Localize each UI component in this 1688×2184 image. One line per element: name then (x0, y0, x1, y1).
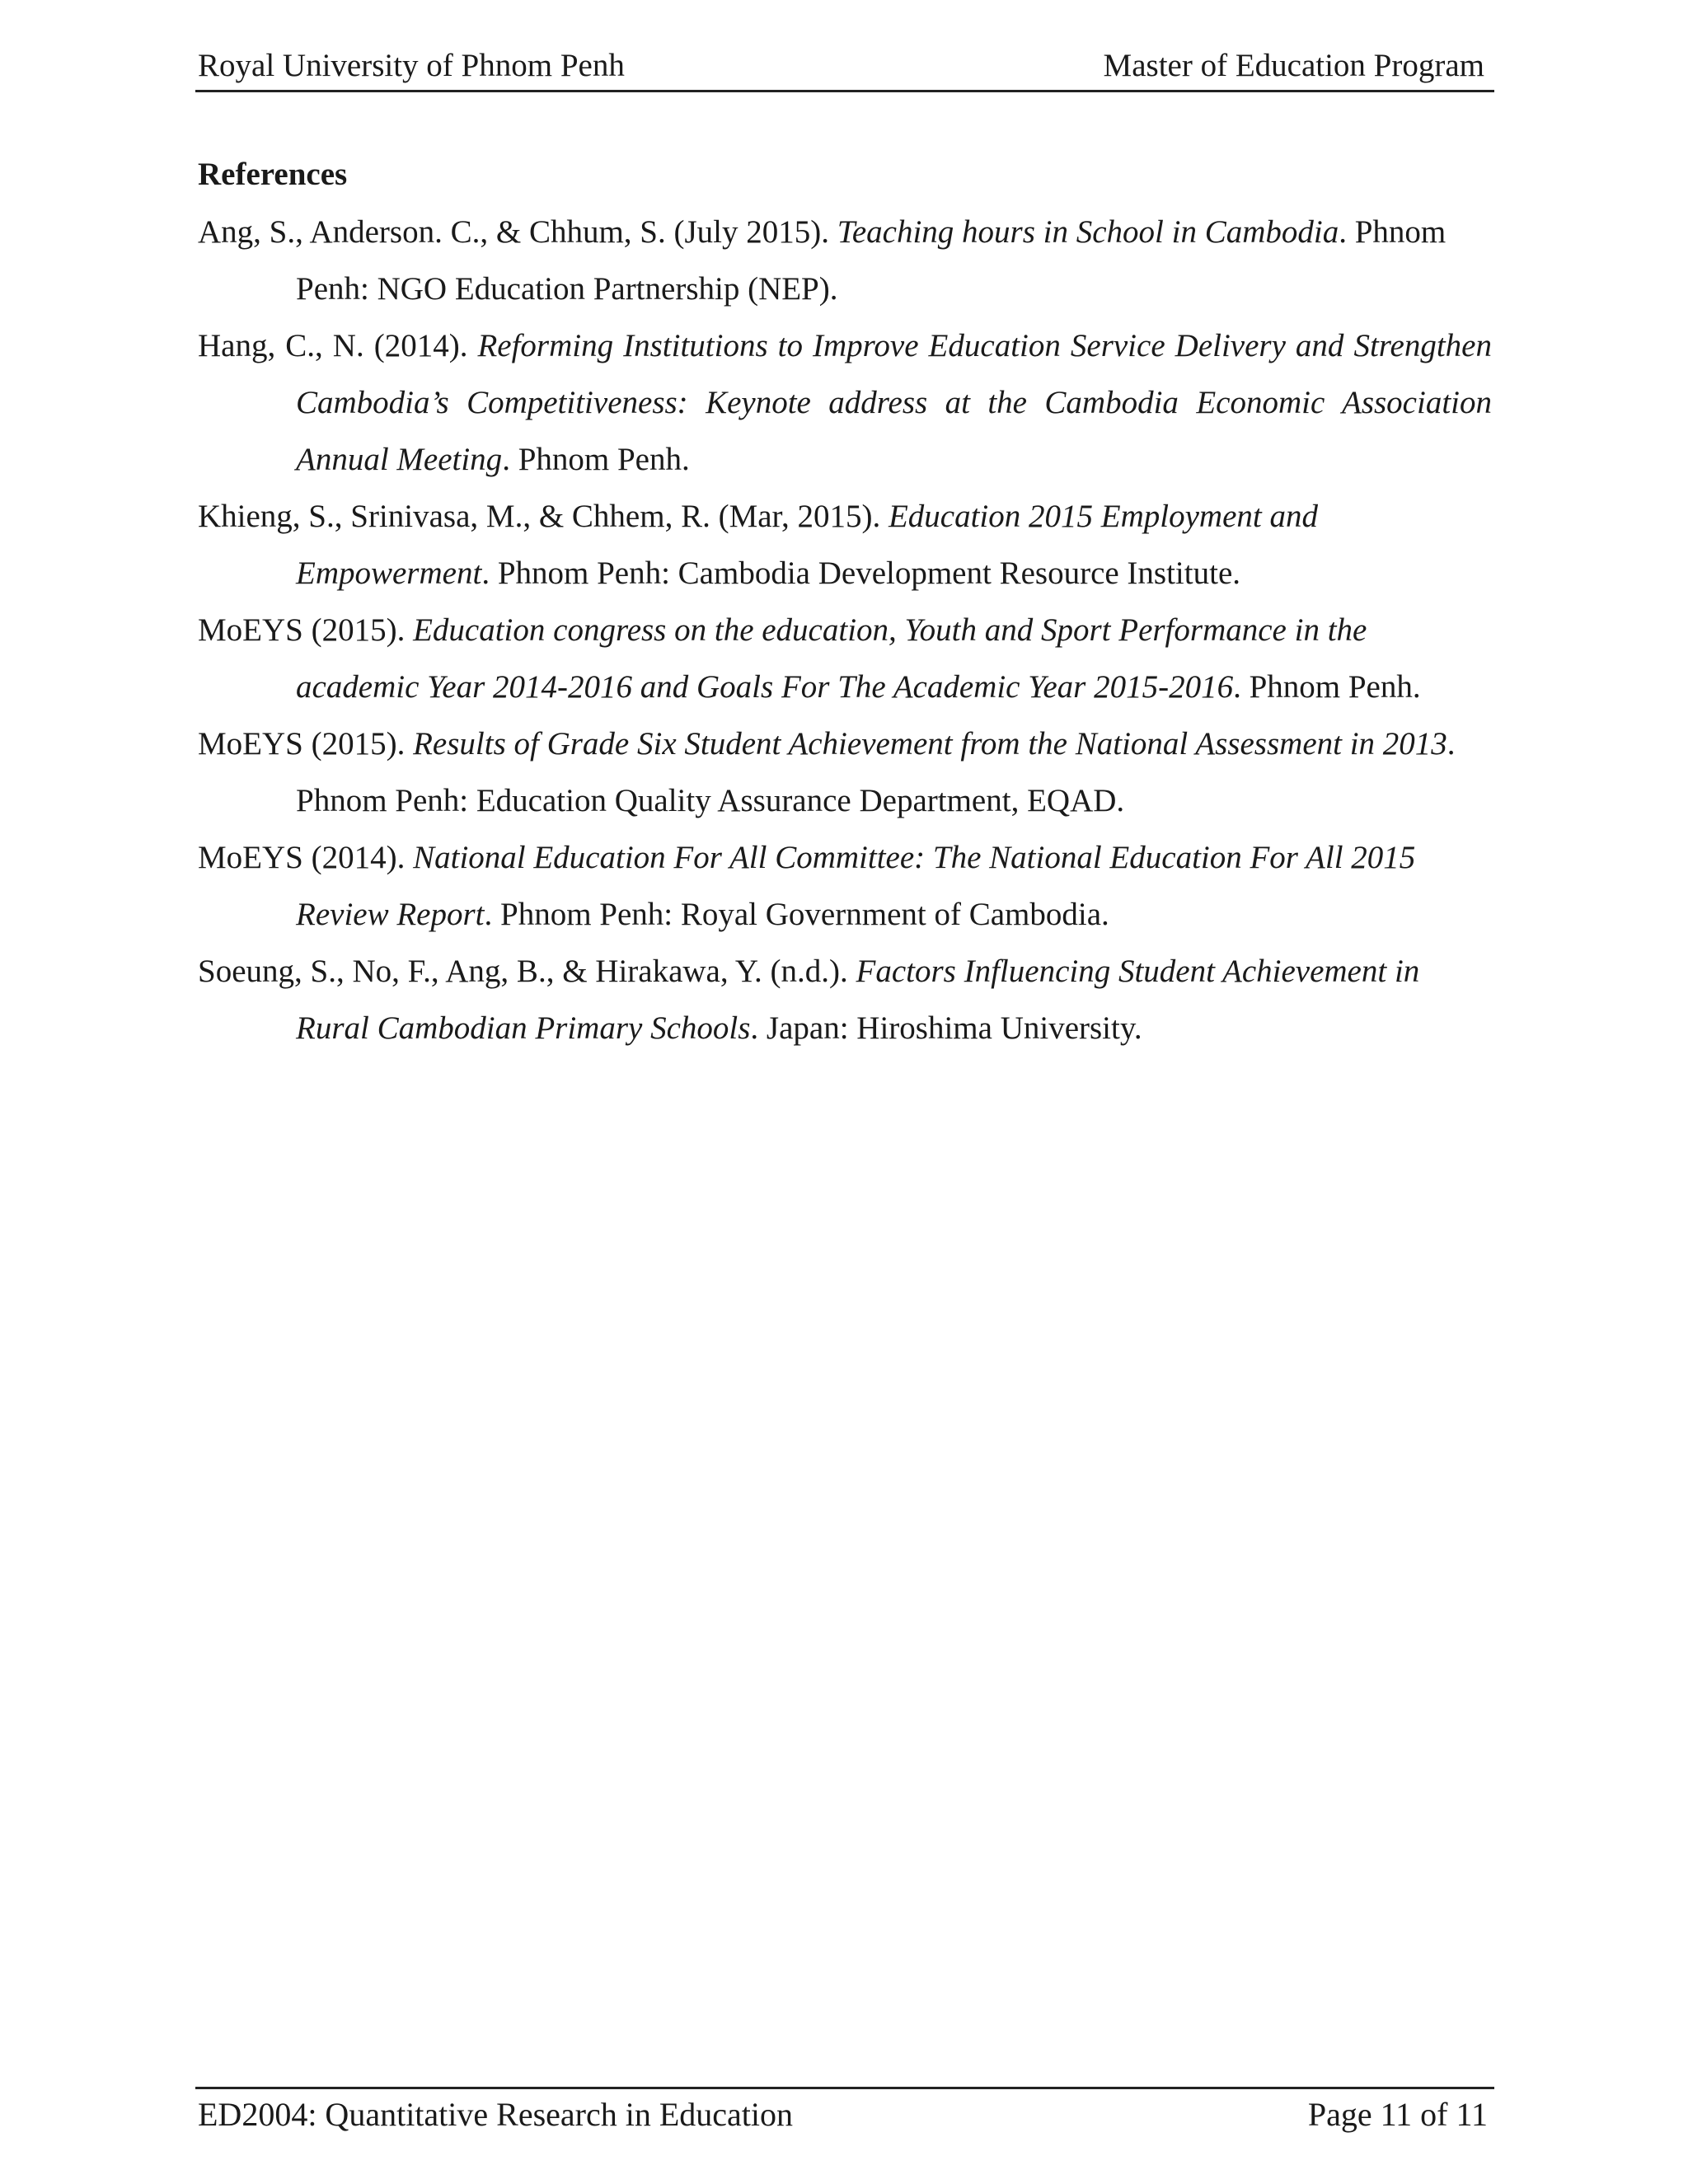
reference-entry (198, 829, 1492, 943)
footer-page-number: Page 11 of 11 (1307, 2096, 1488, 2133)
reference-authors: Ang, S., Anderson. C., & Chhum, S. (July 2015). (198, 214, 837, 250)
reference-entry (198, 204, 1492, 317)
reference-title: Results of Grade Six Student Achievement from the National Assessment in 2013 (413, 726, 1447, 762)
reference-publisher: . Phnom Penh. (1233, 669, 1421, 705)
reference-authors: Hang, C., N. (2014). (198, 328, 478, 363)
reference-title: Factors Influencing Student Achievement in Rural Cambodian Primary Schools (296, 954, 1420, 1046)
footer-course: ED2004: Quantitative Research in Education (198, 2096, 794, 2133)
references-section (198, 151, 1492, 1057)
reference-entry (198, 317, 1492, 488)
reference-entry (198, 943, 1492, 1057)
reference-authors: MoEYS (2015). (198, 726, 414, 762)
reference-entry (198, 488, 1492, 602)
reference-authors: MoEYS (2014). (198, 840, 414, 875)
header-program: Master of Education Program (1103, 48, 1484, 83)
reference-entry (198, 715, 1492, 829)
reference-publisher: . Phnom Penh: Royal Government of Cambodia. (484, 897, 1109, 932)
section-title: References (198, 157, 348, 192)
page-header (195, 45, 1494, 92)
reference-title: Teaching hours in School in Cambodia (837, 214, 1339, 250)
header-institution: Royal University of Phnom Penh (198, 48, 625, 83)
page-footer (195, 2087, 1494, 2139)
reference-publisher: . Japan: Hiroshima University. (750, 1010, 1142, 1046)
reference-publisher: . Phnom Penh. (502, 442, 690, 477)
reference-authors: Khieng, S., Srinivasa, M., & Chhem, R. (Mar, 2015). (198, 499, 889, 534)
reference-title: Education congress on the education, Youth and Sport Performance in the academic Year 2014-2016 and Goals For The Academic Year 2015-2016 (296, 612, 1367, 705)
reference-title: Reforming Institutions to Improve Education Service Delivery and Strengthen Cambodia’s Competitiveness: Keynote address at the Cambodia Economic Association Annual Meeting (296, 328, 1492, 477)
reference-title: Education 2015 Employment and Empowerment (296, 499, 1318, 591)
reference-authors: MoEYS (2015). (198, 612, 414, 648)
reference-publisher: . Phnom Penh: Education Quality Assurance Department, EQAD. (296, 726, 1456, 818)
reference-publisher: . Phnom Penh: Cambodia Development Resource Institute. (481, 555, 1241, 591)
reference-authors: Soeung, S., No, F., Ang, B., & Hirakawa, Y. (n.d.). (198, 954, 856, 989)
reference-title: National Education For All Committee: The National Education For All 2015 Review Report (296, 840, 1416, 932)
reference-entry (198, 602, 1492, 715)
reference-publisher: . Phnom Penh: NGO Education Partnership (NEP). (296, 214, 1447, 307)
